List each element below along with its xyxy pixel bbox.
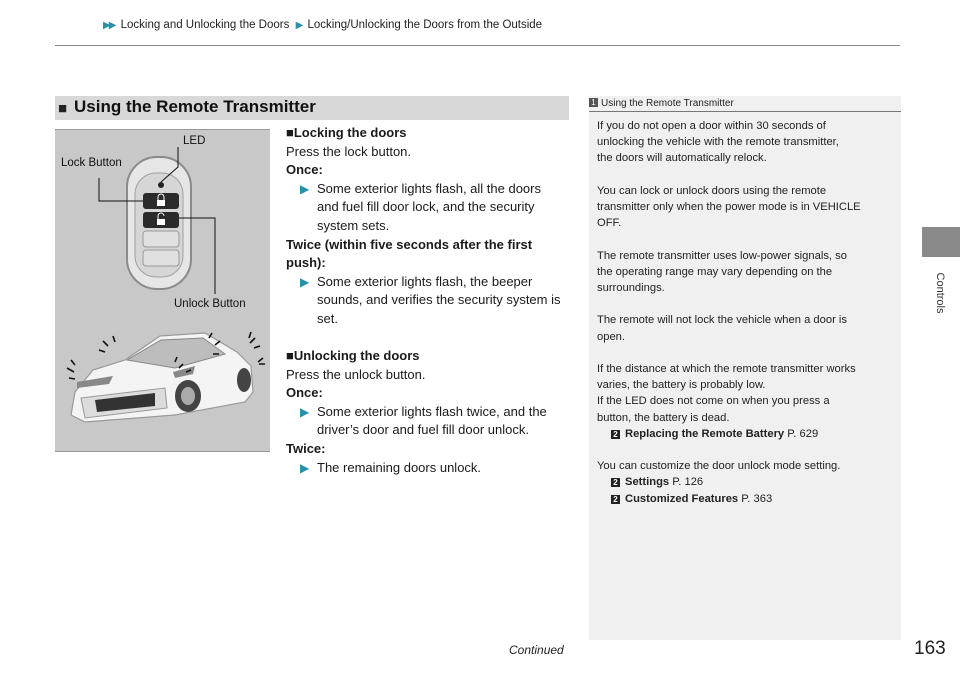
unlocking-twice-result: ▶ The remaining doors unlock.	[286, 459, 574, 478]
breadcrumb-item-1[interactable]: Locking and Unlocking the Doors	[120, 19, 290, 31]
note-header: 1 Using the Remote Transmitter	[589, 98, 734, 109]
side-tab-label: Controls	[934, 272, 946, 314]
reference-arrow-icon: 2	[611, 495, 620, 504]
side-tab-marker	[922, 227, 960, 257]
header-divider	[55, 45, 900, 46]
ref-settings[interactable]: 2 Settings P. 126	[597, 474, 895, 490]
unlocking-intro: Press the unlock button.	[286, 366, 426, 382]
car-icon	[71, 333, 253, 422]
unlocking-once-result: ▶ Some exterior lights flash twice, and the driver’s door and fuel fill door unlock.	[300, 403, 547, 438]
continued-label: Continued	[509, 643, 564, 657]
led-callout: LED	[183, 135, 206, 147]
unlock-button-callout: Unlock Button	[174, 298, 246, 310]
remote-and-car-figure	[55, 130, 270, 451]
led-dot	[158, 182, 164, 188]
note-paragraph: If you do not open a door within 30 seconds of unlocking the vehicle with the remote transmitter, the doors will automatically relock.	[597, 120, 839, 165]
locking-section	[286, 124, 574, 329]
note-paragraph: You can lock or unlock doors using the remote transmitter only when the power mode is in VEHICLE OFF.	[597, 184, 861, 230]
breadcrumb-item-2[interactable]: Locking/Unlocking the Doors from the Outside	[307, 19, 543, 31]
locking-twice-result: ▶ Some exterior lights flash, the beeper sounds, and verifies the security system is set.	[300, 273, 561, 326]
note-icon: 1	[589, 98, 598, 107]
arrow-icon: ▶	[300, 404, 310, 419]
note-paragraph: If the distance at which the remote transmitter works varies, the battery is probably low. If the LED does not come on when you press a button, the battery is dead.	[597, 362, 856, 424]
arrow-icon: ▶	[300, 274, 310, 289]
unlocking-heading: ■Unlocking the doors	[286, 348, 420, 363]
section-header	[55, 96, 569, 120]
ref-replacing-battery[interactable]: 2 Replacing the Remote Battery P. 629	[597, 426, 895, 442]
arrow-icon: ▶	[300, 181, 310, 196]
locking-once-result: ▶ Some exterior lights flash, all the doors and fuel fill door lock, and the security system sets.	[300, 180, 541, 233]
unlocking-section	[286, 347, 574, 477]
reference-arrow-icon: 2	[611, 478, 620, 487]
once-label: Once:	[286, 385, 323, 401]
ref-customized-features[interactable]: 2 Customized Features P. 363	[597, 491, 895, 507]
section-title: Using the Remote Transmitter	[74, 97, 316, 116]
twice-label: Twice:	[286, 440, 326, 456]
side-note	[589, 96, 901, 640]
reference-arrow-icon: 2	[611, 430, 620, 439]
page-number: 163	[914, 638, 946, 659]
note-body	[597, 118, 895, 507]
note-paragraph: The remote will not lock the vehicle when a door is open.	[597, 314, 847, 343]
lock-button-callout: Lock Button	[61, 157, 122, 169]
double-arrow-icon: ▶▶	[103, 20, 115, 31]
once-label: Once:	[286, 162, 323, 178]
arrow-icon: ▶	[295, 20, 302, 31]
note-paragraph: The remote transmitter uses low-power signals, so the operating range may vary depending on the surroundings.	[597, 249, 847, 294]
note-paragraph: You can customize the door unlock mode setting.	[597, 460, 841, 473]
square-bullet-icon: ■	[58, 100, 68, 117]
locking-intro: Press the lock button.	[286, 143, 412, 159]
locking-heading: ■Locking the doors	[286, 125, 407, 140]
breadcrumb	[103, 19, 542, 31]
note-divider	[589, 111, 901, 112]
arrow-icon: ▶	[300, 460, 310, 475]
remote-illustration	[55, 129, 270, 452]
twice-label: Twice (within five seconds after the first push):	[286, 236, 533, 271]
